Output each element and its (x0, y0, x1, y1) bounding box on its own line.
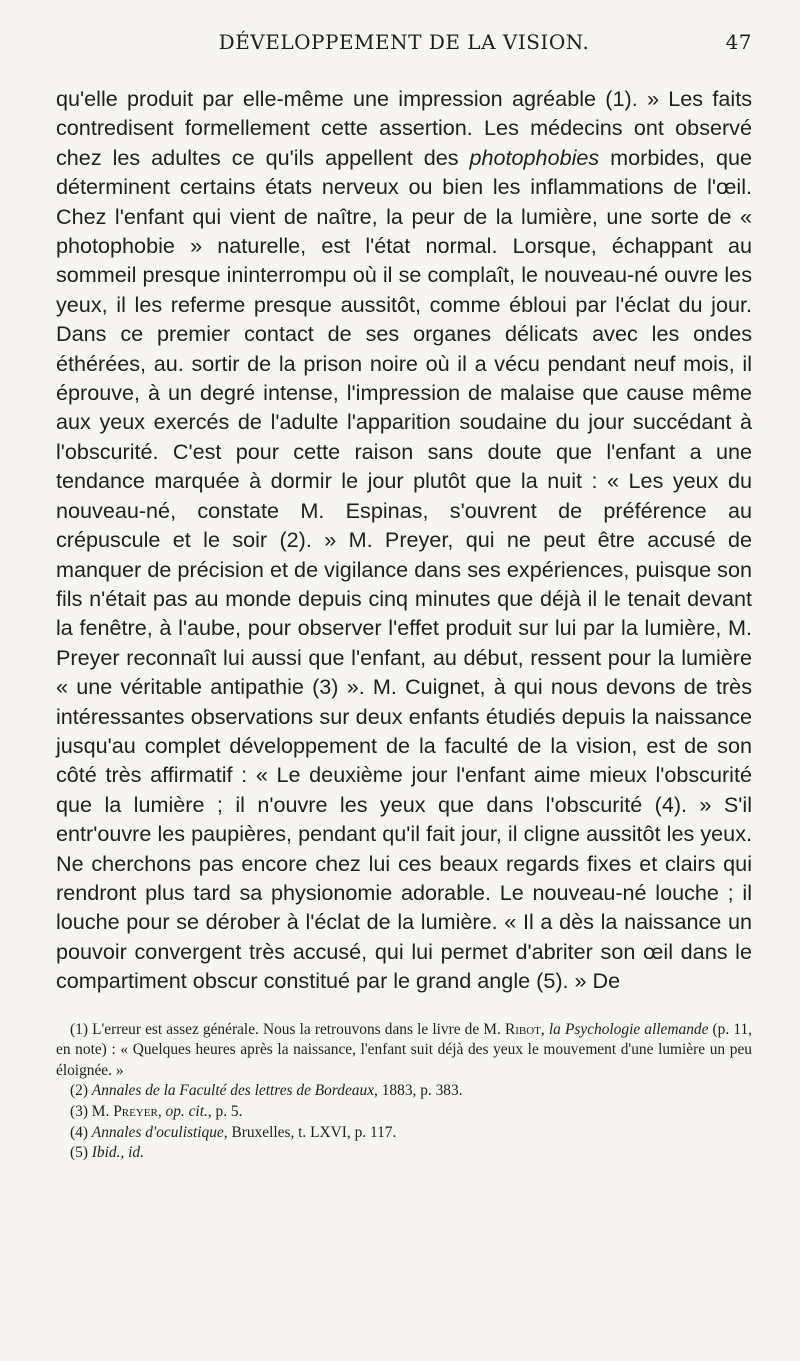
footnote-text: (p. 11, en note) : « Quelques heures après la naissance, l'enfant suit déjà des yeux le mouvement d'une lumière un peu éloignée. » (56, 1020, 752, 1079)
paragraph (56, 84, 752, 996)
footnote-5 (56, 1143, 752, 1164)
book-page (56, 30, 752, 1164)
citation-title: la Psychologie allemande (548, 1020, 709, 1038)
footnote-1 (56, 1020, 752, 1082)
footnote-text: (5) (70, 1144, 92, 1162)
running-header (56, 30, 752, 66)
footnote-text: , (540, 1020, 549, 1038)
chapter-title: DÉVELOPPEMENT DE LA VISION. (218, 30, 590, 54)
citation-title: Annales de la Faculté des lettres de Bordeaux (91, 1082, 375, 1100)
footnote-text: , 1883, p. 383. (374, 1082, 463, 1100)
author-name: Preyer (113, 1102, 158, 1120)
footnotes (56, 1020, 752, 1164)
footnote-text: (4) (70, 1123, 92, 1141)
page-number: 47 (725, 30, 752, 54)
footnote-text: (2) (70, 1082, 92, 1100)
text-run: morbides, que déterminent certains états nerveux ou bien les inflammations de l'œil. Chez l'enfant qui vient de naître, la peur de la lumière, une sorte de « photophobie » naturelle, est l'état normal. Lorsque, échappant au sommeil presque ininterrompu où il se complaît, le nouveau-né ouvre les yeux, il les referme presque aussitôt, comme ébloui par l'éclat du jour. Dans ce premier contact de ses organes délicats avec les ondes éthérées, au. sortir de la prison noire où il a vécu pendant neuf mois, il éprouve, à un degré intense, l'impression de malaise que cause même aux yeux exercés de l'adulte l'apparition soudaine du jour succédant à l'obscurité. C'est pour cette raison sans doute que l'enfant a une tendance marquée à dormir le jour plutôt que la nuit : « Les yeux du nouveau-né, constate M. Espinas, s'ouvrent de préférence au crépuscule et le soir (2). » M. Preyer, qui ne peut être accusé de manquer de précision et de vigilance dans ses expériences, puisque son fils n'était pas au monde depuis cinq minutes que déjà il le tenait devant la fenêtre, à l'aube, pour observer l'effet produit sur lui par la lumière, M. Preyer reconnaît lui aussi que l'enfant, au début, ressent pour la lumière « une véritable antipathie (3) ». M. Cuignet, à qui nous devons de très intéressantes observations sur deux enfants étudiés depuis la naissance jusqu'au complet développement de la faculté de la vision, est de son côté très affirmatif : « Le deuxième jour l'enfant aime mieux l'obscurité que la lumière ; il n'ouvre les yeux que dans l'obscurité (4). » S'il entr'ouvre les paupières, pendant qu'il fait jour, il cligne aussitôt les yeux. Ne cherchons pas encore chez lui ces beaux regards fixes et clairs qui rendront plus tard sa physionomie adorable. Le nouveau-né louche ; il louche pour se dérober à l'éclat de la lumière. « Il a dès la naissance un pouvoir convergent très accusé, qui lui permet d'abriter son œil dans le compartiment obscur constitué par le grand angle (5). » De (56, 144, 752, 994)
footnote-text: , Bruxelles, t. LXVI, p. 117. (223, 1123, 397, 1141)
italic-term: photophobies (469, 144, 600, 170)
footnote-4 (56, 1123, 752, 1144)
footnote-text: (1) L'erreur est assez générale. Nous la retrouvons dans le livre de M. (70, 1020, 505, 1038)
footnote-text: (3) M. (70, 1102, 114, 1120)
citation-title: Ibid., id. (91, 1144, 144, 1162)
citation-title: Annales d'oculistique (91, 1123, 224, 1141)
author-name: Ribot (504, 1020, 541, 1038)
main-text (56, 84, 752, 996)
footnote-2 (56, 1081, 752, 1102)
footnote-text: , (157, 1102, 166, 1120)
footnote-3 (56, 1102, 752, 1123)
footnote-text: , p. 5. (207, 1102, 243, 1120)
text-run: qu'elle produit par elle-même une impression agréable (1). » Les faits contredisent formellement cette assertion. Les médecins ont observé chez les adultes ce qu'ils appellent des (56, 86, 752, 170)
citation-title: op. cit. (165, 1102, 208, 1120)
